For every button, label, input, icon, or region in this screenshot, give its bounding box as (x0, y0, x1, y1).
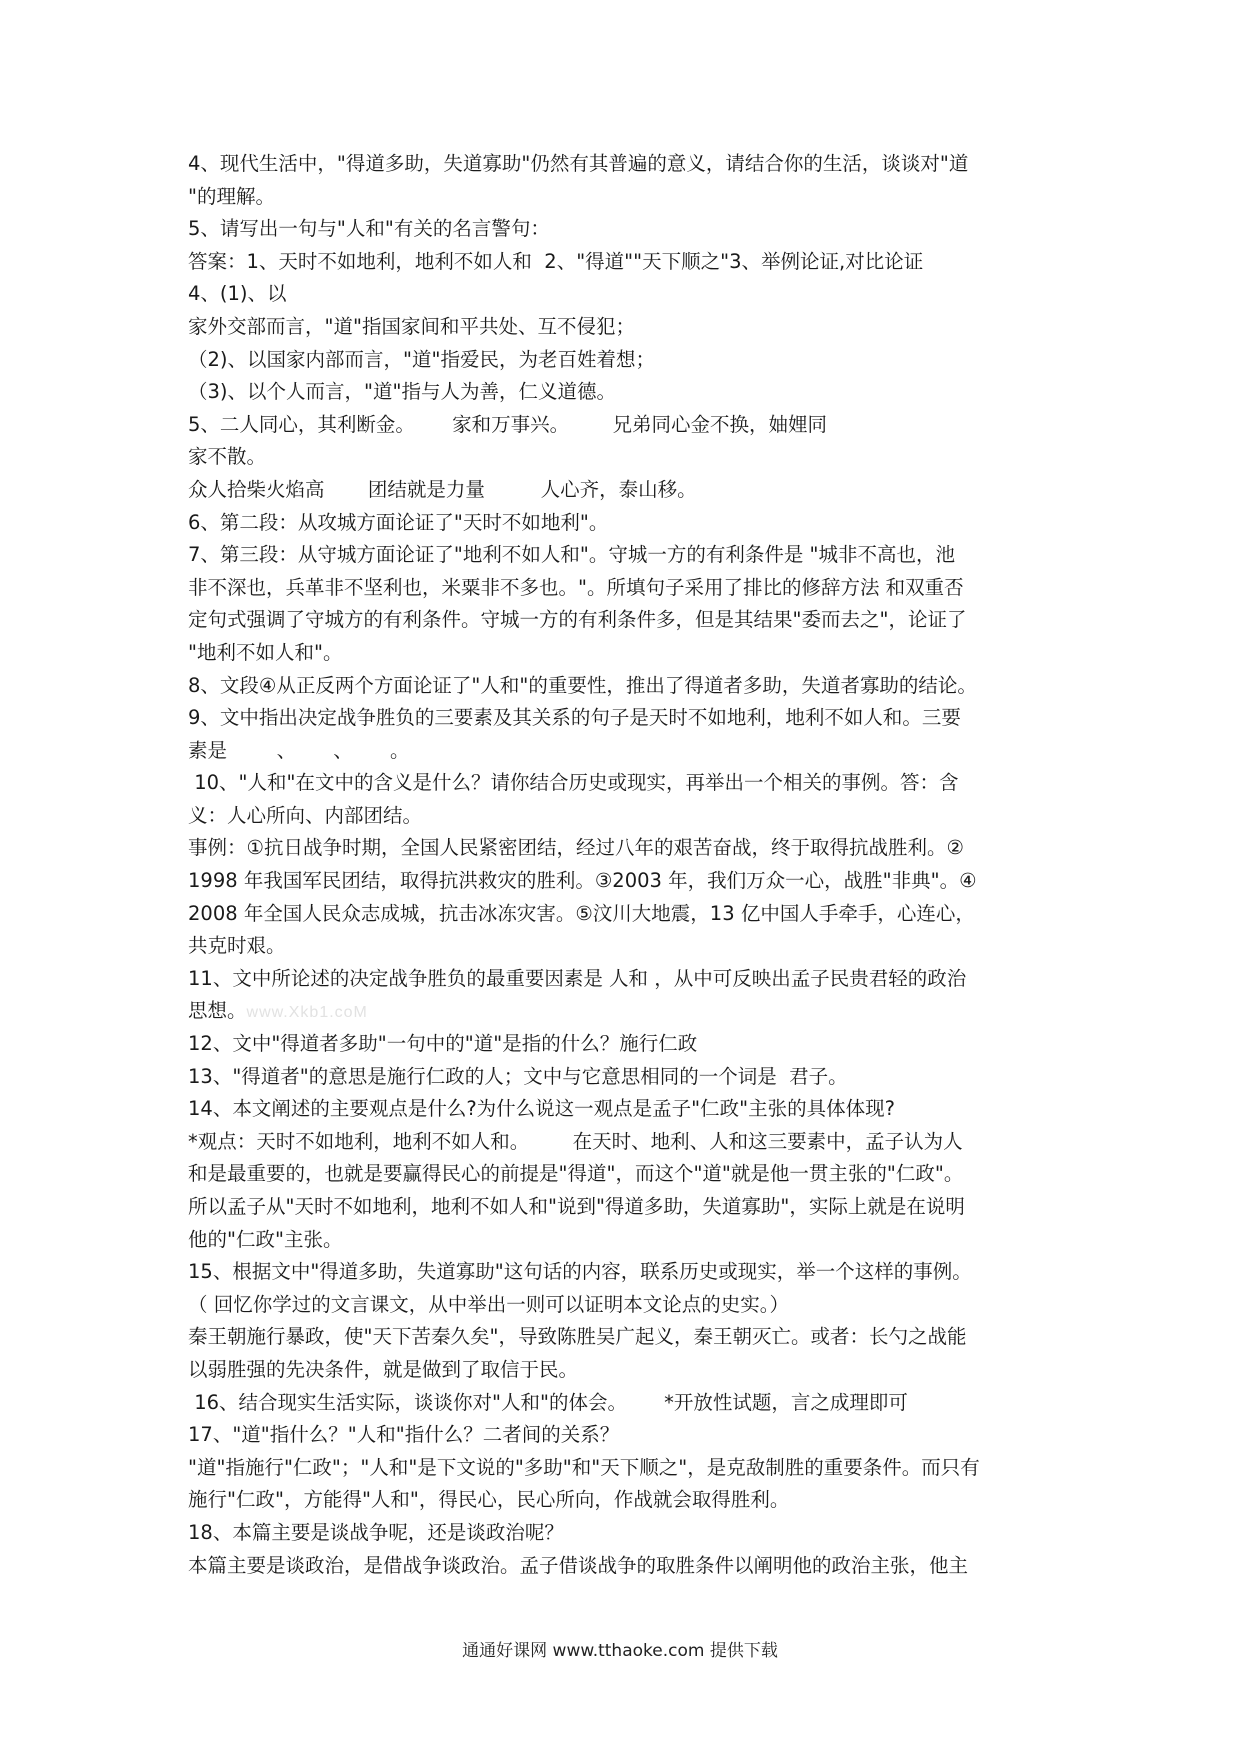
text-line: *观点：天时不如地利，地利不如人和。 在天时、地利、人和这三要素中，孟子认为人 (188, 1129, 963, 1153)
text-line: 施行"仁政"，方能得"人和"，得民心，民心所向，作战就会取得胜利。 (188, 1488, 790, 1512)
text-line: 11、文中所论述的决定战争胜负的最重要因素是 人和 ，从中可反映出孟子民贵君轻的政治 (188, 966, 967, 990)
text-line: 18、本篇主要是谈战争呢，还是谈政治呢？ (188, 1520, 564, 1544)
text-line: 他的"仁政"主张。 (188, 1227, 343, 1251)
text-line: 非不深也，兵革非不坚利也，米粟非不多也。"。所填句子采用了排比的修辞方法 和双重否 (188, 575, 964, 599)
text-line: 定句式强调了守城方的有利条件。守城一方的有利条件多，但是其结果"委而去之"，论证了 (188, 608, 967, 632)
text-line: 5、二人同心，其利断金。 家和万事兴。 兄弟同心金不换，妯娌同 (188, 412, 827, 436)
text-line: （3)、以个人而言，"道"指与人为善，仁义道德。 (188, 380, 616, 404)
text-line: 共克时艰。 (188, 934, 286, 958)
text-line: 8、文段④从正反两个方面论证了"人和"的重要性，推出了得道者多助，失道者寡助的结论。 (188, 673, 977, 697)
text-line: 众人拾柴火焰高 团结就是力量 人心齐，泰山移。 (188, 477, 697, 501)
text-line: 事例：①抗日战争时期，全国人民紧密团结，经过八年的艰苦奋战，终于取得抗战胜利。② (188, 836, 964, 860)
text-line: 12、文中"得道者多助"一句中的"道"是指的什么？施行仁政 (188, 1032, 698, 1056)
text-line: 7、第三段：从守城方面论证了"地利不如人和"。守城一方的有利条件是 "城非不高也，池 (188, 543, 956, 567)
page-footer: 通通好课网 www.tthaoke.com 提供下载 (462, 1641, 778, 1661)
text-line: 4、(1)、以 (188, 282, 287, 306)
text-line: 答案：1、天时不如地利，地利不如人和 2、"得道""天下顺之"3、举例论证,对比论证 (188, 249, 924, 273)
text-line: 义：人心所向、内部团结。 (188, 803, 423, 827)
text-line: 15、根据文中"得道多助，失道寡助"这句话的内容，联系历史或现实，举一个这样的事例。 (188, 1260, 972, 1284)
text-line: 6、第二段：从攻城方面论证了"天时不如地利"。 (188, 510, 609, 534)
document-body (188, 148, 1068, 1582)
text-line-with-watermark (188, 995, 1068, 1028)
text-line: 秦王朝施行暴政，使"天下苦秦久矣"，导致陈胜吴广起义，秦王朝灭亡。或者：长勺之战能 (188, 1325, 967, 1349)
text-line: "地利不如人和"。 (188, 640, 343, 664)
text-line: 本篇主要是谈政治，是借战争谈政治。孟子借谈战争的取胜条件以阐明他的政治主张，他主 (188, 1553, 969, 1577)
text-line: （2)、以国家内部而言，"道"指爱民，为老百姓着想； (188, 347, 655, 371)
text-line: 1998 年我国军民团结，取得抗洪救灾的胜利。③2003 年，我们万众一心，战胜"非典"。④ (188, 869, 977, 893)
text-line: 所以孟子从"天时不如地利，地利不如人和"说到"得道多助，失道寡助"，实际上就是在说明 (188, 1195, 965, 1218)
text-line: 素是 、 、 。 (188, 738, 410, 762)
text-line: 以弱胜强的先决条件，就是做到了取信于民。 (188, 1357, 579, 1381)
text-line: 家不散。 (188, 445, 267, 469)
text-line: 9、文中指出决定战争胜负的三要素及其关系的句子是天时不如地利，地利不如人和。三要 (188, 706, 961, 730)
watermark: www.Xkb1.coM (246, 1004, 368, 1022)
text-line: 和是最重要的，也就是要赢得民心的前提是"得道"，而这个"道"就是他一贯主张的"仁政"。 (188, 1162, 964, 1186)
text-line: 4、现代生活中，"得道多助，失道寡助"仍然有其普遍的意义，请结合你的生活，谈谈对"道 (188, 152, 969, 175)
text-line: 17、"道"指什么？"人和"指什么？二者间的关系？ (188, 1423, 620, 1447)
text-line: 2008 年全国人民众志成城，抗击冰冻灾害。⑤汶川大地震，13 亿中国人手牵手，心连心， (188, 901, 975, 925)
text-line: 思想。 (188, 999, 247, 1023)
text-line: 家外交部而言，"道"指国家间和平共处、互不侵犯； (188, 314, 635, 338)
text-line: 14、本文阐述的主要观点是什么?为什么说这一观点是孟子"仁政"主张的具体体现? (188, 1097, 895, 1121)
text-line: 10、"人和"在文中的含义是什么？请你结合历史或现实，再举出一个相关的事例。答：含 (188, 771, 959, 795)
text-line: 13、"得道者"的意思是施行仁政的人；文中与它意思相同的一个词是 君子。 (188, 1064, 848, 1088)
text-line: "的理解。 (188, 184, 275, 208)
text-line: 16、结合现实生活实际，谈谈你对"人和"的体会。 *开放性试题，言之成理即可 (188, 1390, 908, 1414)
text-line: （ 回忆你学过的文言课文，从中举出一则可以证明本文论点的史实。） (188, 1292, 789, 1316)
text-line: "道"指施行"仁政"；"人和"是下文说的"多助"和"天下顺之"，是克敌制胜的重要条件。而只有 (188, 1455, 980, 1479)
text-line: 5、请写出一句与"人和"有关的名言警句： (188, 217, 550, 241)
